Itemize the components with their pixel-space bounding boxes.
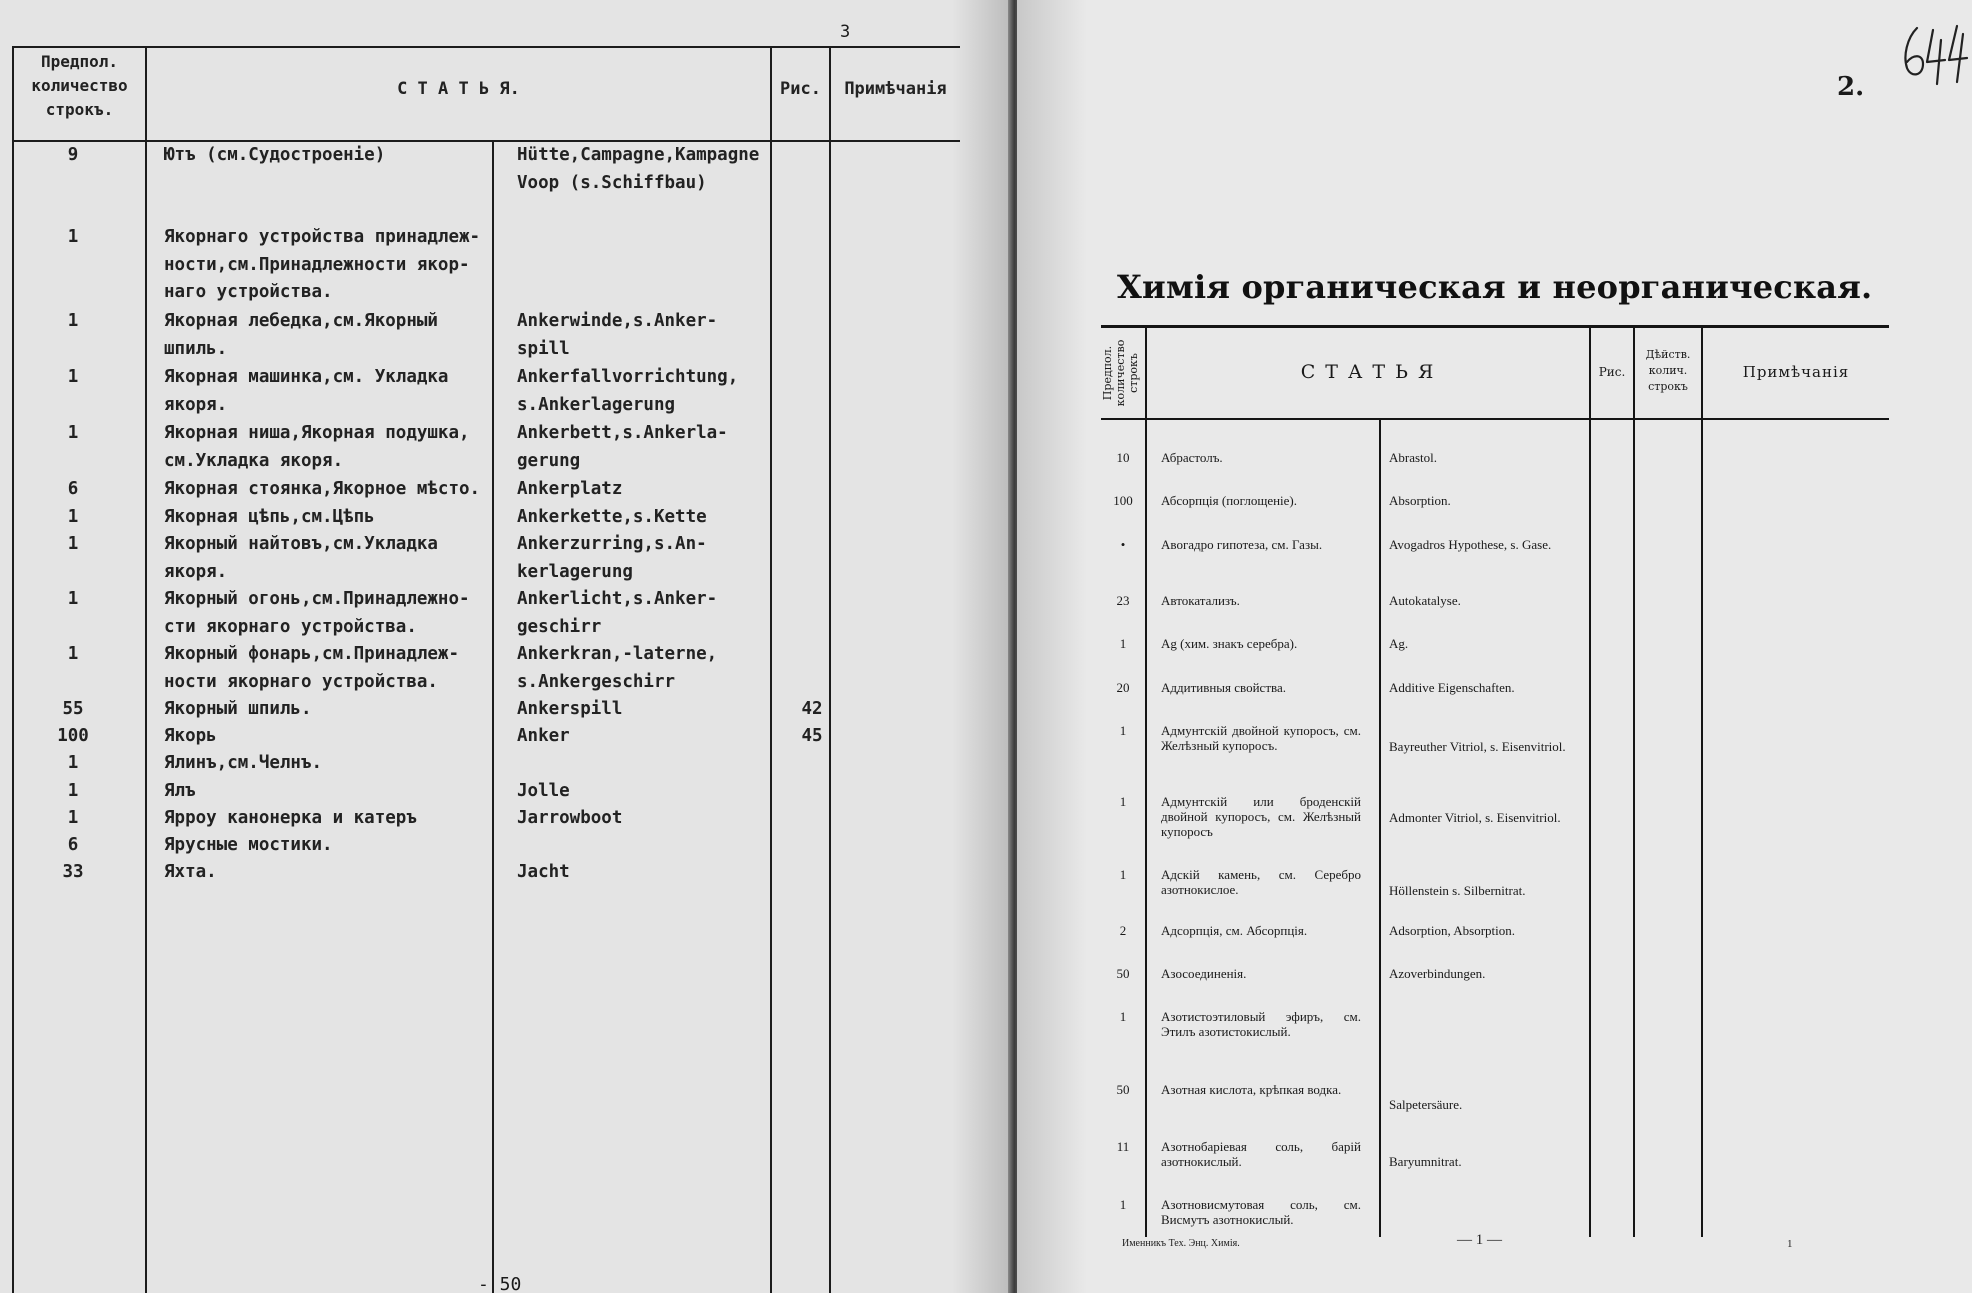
row-ris: 42 (801, 699, 823, 719)
row-german: Avogadros Hypothese, s. Gase. (1389, 537, 1552, 552)
row-article: Якорный огонь,см.Принадлежно- сти якорнаго устройства. (164, 589, 470, 637)
row-article: Ag (хим. знакъ серебра). (1161, 636, 1298, 651)
header-actual: Дѣйств. колич. строкъ (1645, 348, 1691, 393)
row-german: Additive Eigenschaften. (1389, 680, 1515, 695)
row-count: 100 (57, 726, 89, 746)
row-german: Höllenstein s. Silbernitrat. (1389, 883, 1526, 898)
row-german: Jolle (517, 781, 570, 801)
row-article: Адсорпція, см. Абсорпція. (1161, 923, 1308, 938)
header-article: С Т А Т Ь Я. (397, 79, 520, 99)
row-article: Ялъ (164, 781, 196, 801)
header-article: С Т А Т Ь Я (1300, 361, 1436, 383)
footer-page-number: — 1 — (1457, 1232, 1502, 1248)
footer-publisher: Именникъ Тех. Энц. Химія. (1122, 1238, 1240, 1249)
row-count: 1 (1119, 1197, 1127, 1212)
row-count: 9 (67, 145, 79, 165)
header-notes: Примѣчанія (1742, 363, 1850, 381)
row-article: Автокатализъ. (1161, 593, 1240, 608)
row-article: Ялинъ,см.Челнъ. (164, 753, 323, 773)
header-notes: Примѣчанія (844, 79, 947, 99)
row-article: Якорный фонарь,см.Принадлеж- ности якорнаго устройства. (164, 644, 460, 692)
binding-shadow (1017, 0, 1087, 1293)
row-article: Азосоединенія. (1161, 966, 1247, 981)
row-count: 1 (67, 423, 79, 443)
row-article: Яхта. (164, 862, 217, 882)
row-article: Авогадро гипотеза, см. Газы. (1161, 537, 1323, 552)
row-article: Азотистоэтиловый эфиръ, см. Этилъ азотистокислый. (1161, 1009, 1361, 1039)
row-german: Jacht (517, 862, 570, 882)
row-count: 55 (62, 699, 84, 719)
row-article: Якорная стоянка,Якорное мѣсто. (164, 479, 481, 499)
row-article: Адмунтскій двойной купоросъ, см. Желѣзный купоросъ. (1161, 723, 1361, 753)
row-article: Якорная цѣпь,см.Цѣпь (164, 507, 375, 527)
row-article: Абсорпція (поглощеніе). (1161, 493, 1298, 508)
row-article: Адскій камень, см. Серебро азотнокислое. (1161, 867, 1361, 897)
row-count: 23 (1116, 593, 1130, 608)
row-count: 1 (67, 644, 79, 664)
row-german: Ag. (1389, 636, 1409, 651)
row-count: 11 (1116, 1139, 1130, 1154)
row-article: Азотная кислота, крѣпкая водка. (1161, 1082, 1342, 1097)
row-article: Ярусные мостики. (164, 835, 333, 855)
right-table (1101, 325, 1889, 1237)
row-count: 1 (1119, 867, 1127, 882)
row-article: Ярроу канонерка и катеръ (164, 808, 417, 828)
row-article: Якорная машинка,см. Укладка якоря. (164, 367, 449, 415)
row-count: 1 (67, 367, 79, 387)
row-count: 50 (1116, 966, 1130, 981)
row-german: Admonter Vitriol, s. Eisenvitriol. (1389, 810, 1561, 825)
row-count: 1 (67, 507, 79, 527)
row-count: 1 (67, 589, 79, 609)
row-article: Якорнаго устройства принадлеж- ности,см.Принадлежности якор- наго устройства. (164, 227, 481, 302)
row-article: Адмунтскій или броденскій двойной купоросъ, см. Желѣзный купоросъ (1161, 794, 1361, 839)
row-german: Ankerwinde,s.Anker- spill (517, 311, 718, 359)
row-count: 1 (1119, 1009, 1127, 1024)
row-count: 1 (67, 781, 79, 801)
row-article: Азотновисмутовая соль, см. Висмутъ азотнокислый. (1161, 1197, 1361, 1227)
row-count: 1 (1119, 636, 1127, 651)
row-count: 1 (1119, 794, 1127, 809)
left-page-footer: - 50 (478, 1274, 522, 1293)
row-ris: 45 (801, 726, 823, 746)
row-count: 20 (1116, 680, 1130, 695)
row-article: Якорь (164, 726, 217, 746)
row-german: Salpetersäure. (1389, 1097, 1463, 1112)
row-count: 1 (67, 808, 79, 828)
header-ris: Рис. (780, 79, 821, 99)
handwritten-number (1897, 20, 1972, 90)
row-german: Jarrowboot (517, 808, 623, 828)
row-german: Hütte,Campagne,Kampagne Voop (s.Schiffbau) (517, 145, 760, 193)
row-count: 2 (1119, 923, 1127, 938)
row-german: Abrastol. (1389, 450, 1438, 465)
row-german: Autokatalyse. (1389, 593, 1461, 608)
row-article: Аддитивныя свойства. (1161, 680, 1286, 695)
row-count: 6 (67, 479, 79, 499)
row-german: Ankerlicht,s.Anker- geschirr (517, 589, 718, 637)
row-german: Ankerkran,-laterne, s.Ankergeschirr (517, 644, 718, 692)
row-count: 6 (67, 835, 79, 855)
row-german: Absorption. (1389, 493, 1451, 508)
row-german: Azoverbindungen. (1389, 966, 1486, 981)
footer-signature-mark: 1 (1787, 1238, 1793, 1250)
row-german: Bayreuther Vitriol, s. Eisenvitriol. (1389, 739, 1566, 754)
row-german: Ankerfallvorrichtung, s.Ankerlagerung (517, 367, 739, 415)
row-count: 10 (1116, 450, 1130, 465)
row-count: 33 (62, 862, 84, 882)
row-article: Якорная лебедка,см.Якорный шпиль. (164, 311, 438, 359)
right-page (1017, 0, 1972, 1293)
right-page-number: 2. (1837, 72, 1865, 102)
row-article: Якорная ниша,Якорная подушка, см.Укладка якоря. (164, 423, 470, 471)
header-ris: Рис. (1598, 365, 1626, 379)
row-german: Baryumnitrat. (1389, 1154, 1462, 1169)
binding-shadow (952, 0, 1012, 1293)
row-count: • (1120, 537, 1126, 552)
row-article: Азотнобаріевая соль, барій азотнокислый. (1161, 1139, 1361, 1169)
row-german: Ankerbett,s.Ankerla- gerung (517, 423, 728, 471)
row-count: 1 (67, 227, 79, 247)
row-article: Ютъ (см.Судостроеніе) (164, 145, 386, 165)
row-article: Якорный шпиль. (164, 699, 312, 719)
row-german: Ankerkette,s.Kette (517, 507, 707, 527)
row-count: 50 (1116, 1082, 1130, 1097)
row-count: 1 (67, 753, 79, 773)
row-german: Ankerplatz (517, 479, 623, 499)
row-count: 1 (1119, 723, 1127, 738)
row-german: Anker (517, 726, 570, 746)
row-count: 1 (67, 311, 79, 331)
header-count: Предпол. количество строкъ (1101, 339, 1140, 407)
page-title: Химія органическая и неорганическая. (1117, 268, 1873, 306)
row-article: Якорный найтовъ,см.Укладка якоря. (164, 534, 438, 582)
row-german: Ankerspill (517, 699, 623, 719)
row-german: Ankerzurring,s.An- kerlagerung (517, 534, 707, 582)
left-table (12, 46, 960, 1293)
row-article: Абрастолъ. (1161, 450, 1223, 465)
left-page-number: 3 (840, 22, 851, 42)
row-count: 100 (1113, 493, 1133, 508)
row-count: 1 (67, 534, 79, 554)
header-count: Предпол. количество строкъ. (31, 52, 128, 119)
row-german: Adsorption, Absorption. (1389, 923, 1516, 938)
